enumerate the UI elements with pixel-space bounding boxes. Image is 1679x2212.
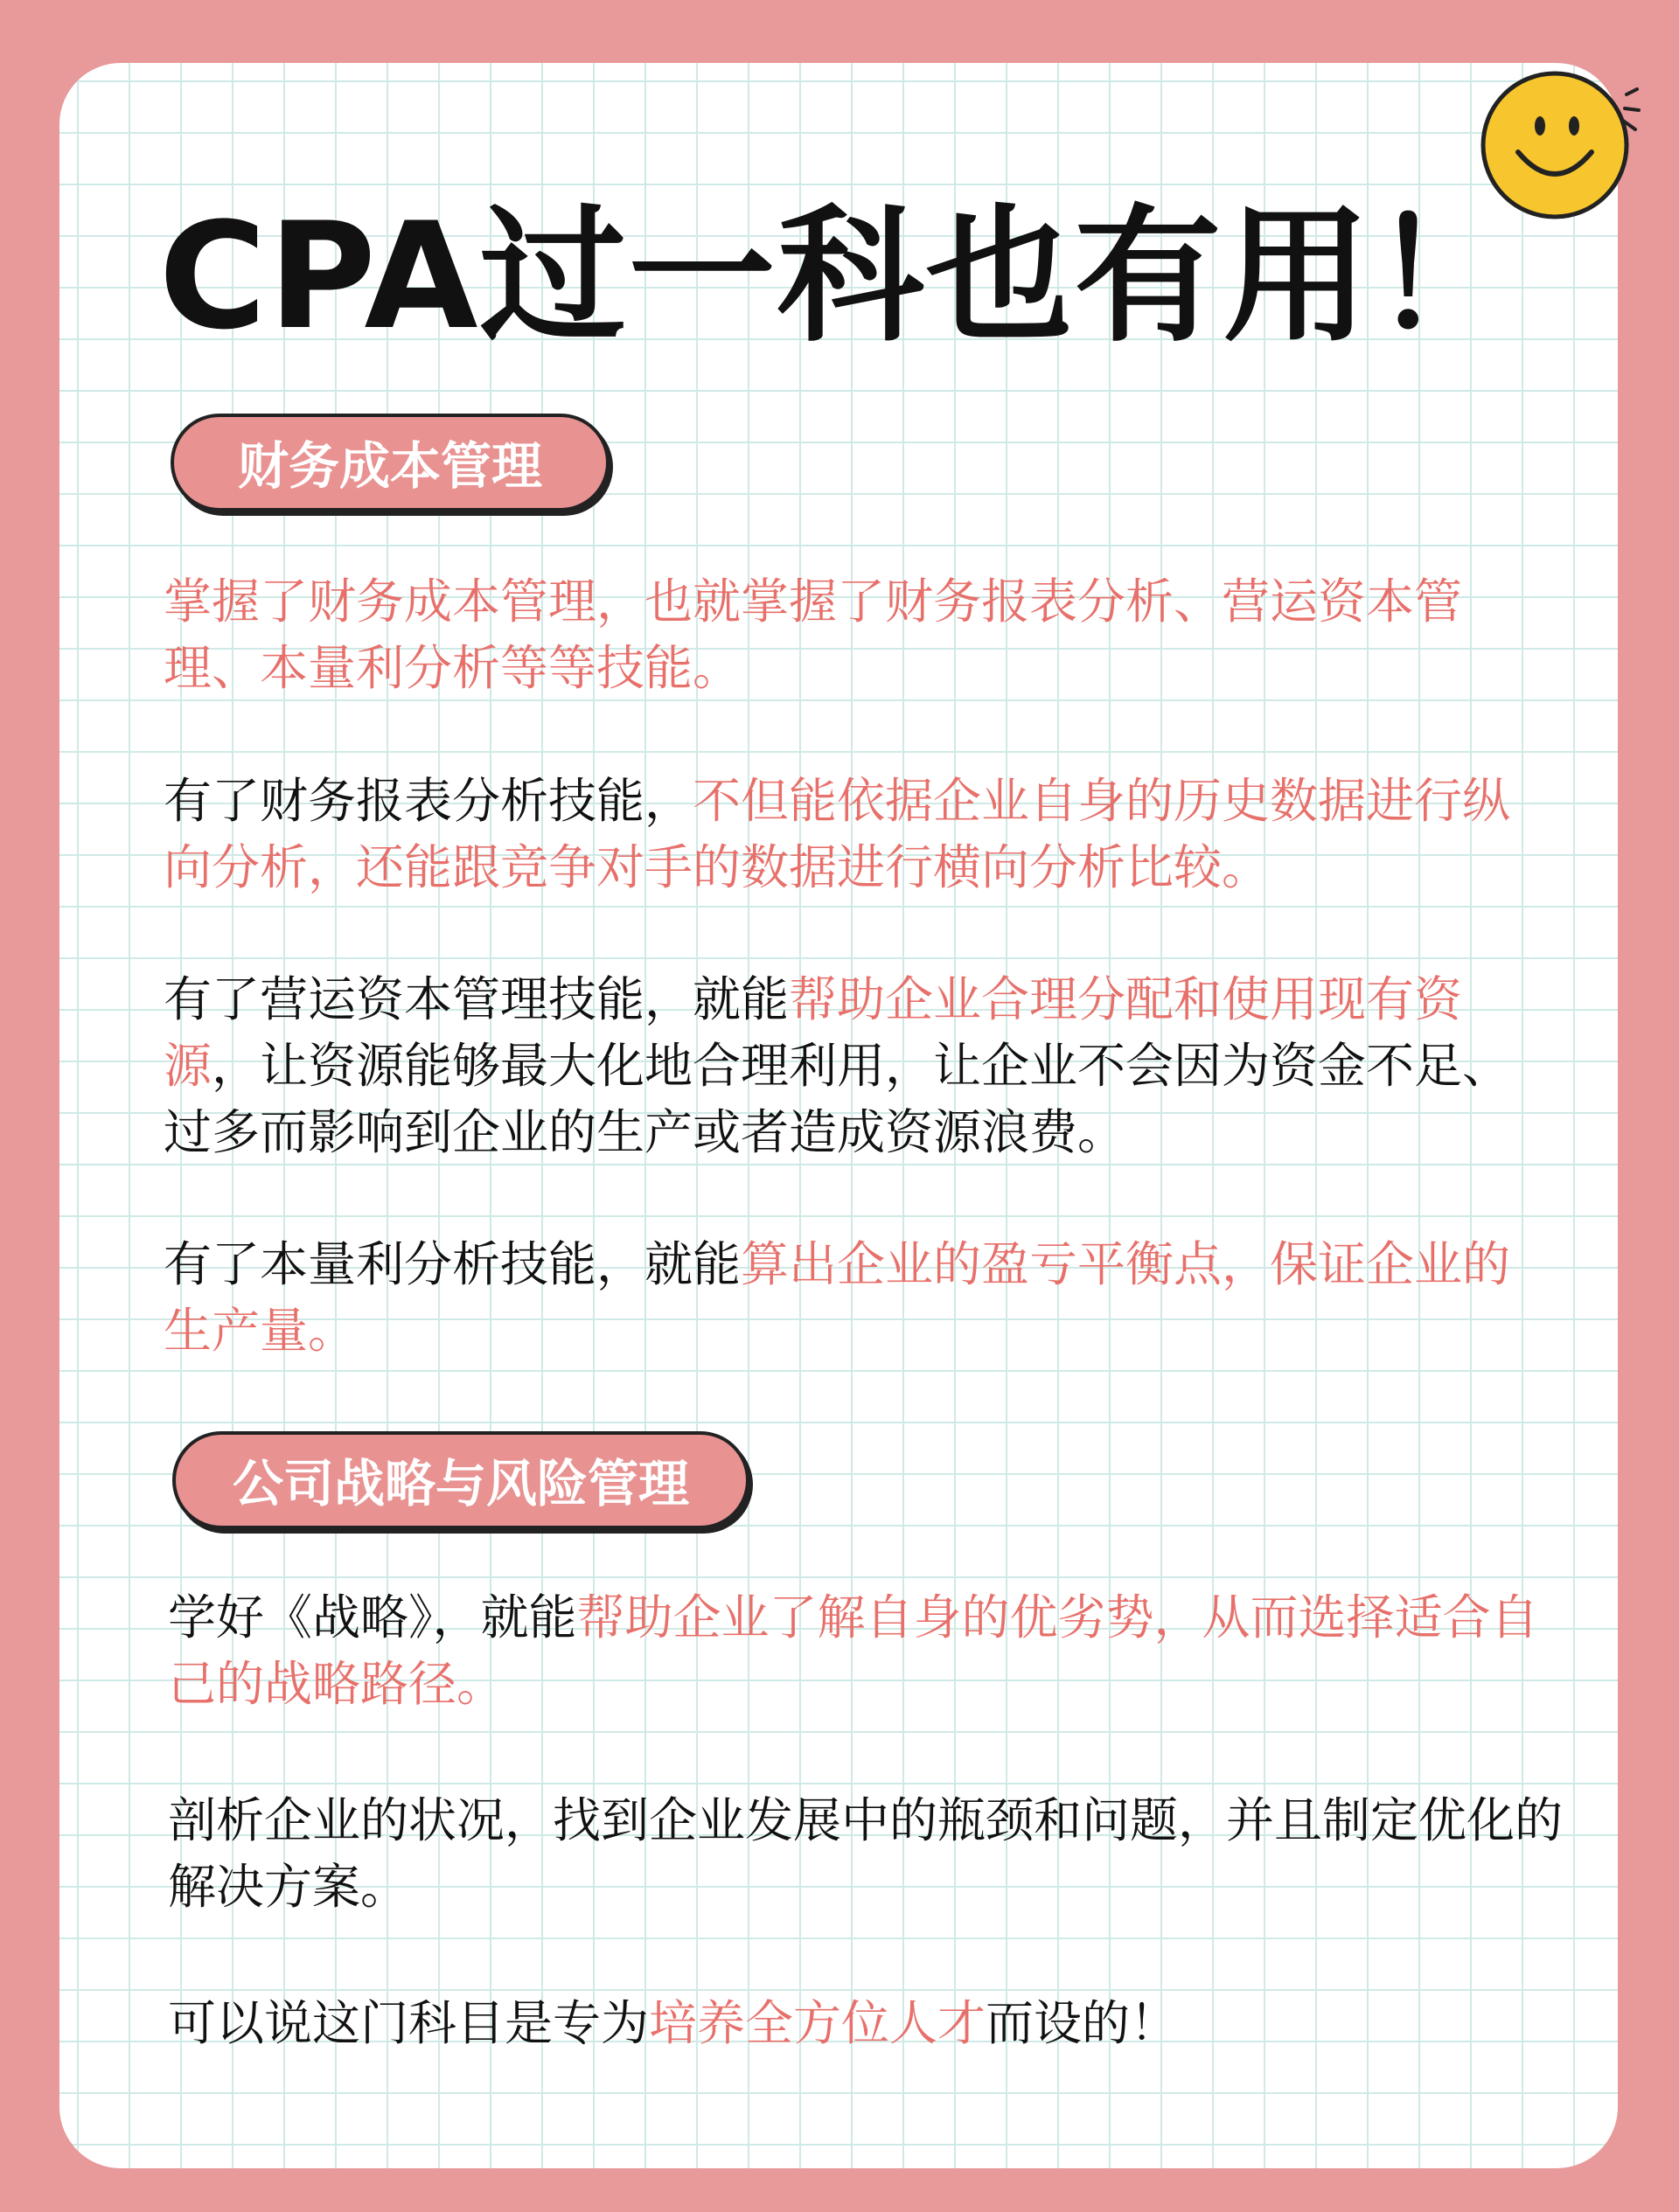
paragraph-strategy: 学好《战略》，就能帮助企业了解自身的优劣势，从而选择适合自己的战略路径。 [168,1589,1539,1712]
paragraph-finance-overview: 掌握了财务成本管理，也就掌握了财务报表分析、营运资本管理、本量利分析等等技能。 [164,574,1463,696]
section-heading-finance: 财务成本管理 [171,414,610,511]
page-title: CPA过一科也有用！ [158,191,1521,362]
paragraph-analysis: 剖析企业的状况，找到企业发展中的瓶颈和问题，并且制定优化的解决方案。 [168,1792,1564,1915]
section-heading-strategy: 公司战略与风险管理 [172,1431,749,1529]
paragraph-conclusion: 可以说这门科目是专为培养全方位人才而设的！ [168,1995,1179,2051]
paragraph-cost-volume-profit: 有了本量利分析技能，就能算出企业的盈亏平衡点，保证企业的生产量。 [164,1236,1511,1359]
paragraph-working-capital: 有了营运资本管理技能，就能帮助企业合理分配和使用现有资源，让资源能够最大化地合理利用，让企业不会因为资金不足、过多而影响到企业的生产或者造成资源浪费。 [164,971,1511,1160]
paragraph-financial-statement: 有了财务报表分析技能，不但能依据企业自身的历史数据进行纵向分析，还能跟竞争对手的数据进行横向分析比较。 [164,773,1511,895]
